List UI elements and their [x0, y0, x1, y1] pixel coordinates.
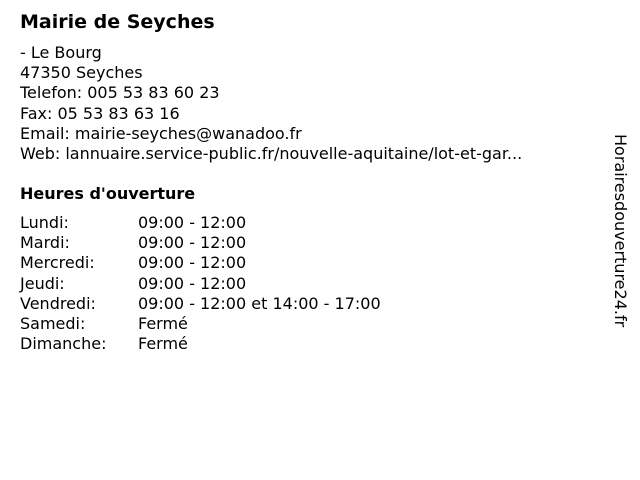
day-label: Samedi:: [20, 313, 86, 333]
day-label: Vendredi:: [20, 293, 96, 313]
hours-row-saturday: [20, 314, 381, 334]
day-label: Dimanche:: [20, 334, 107, 354]
hours-row-sunday: [20, 334, 381, 354]
day-hours: 09:00 - 12:00 et 14:00 - 17:00: [138, 293, 381, 313]
site-watermark: Horairesdouverture24.fr: [611, 134, 630, 328]
day-label: Lundi:: [20, 213, 69, 232]
address-block: [20, 43, 522, 164]
day-hours: 09:00 - 12:00: [138, 253, 247, 273]
phone-text: Telefon: 005 53 83 60 23: [20, 83, 220, 103]
email-text: Email: mairie-seyches@wanadoo.fr: [20, 123, 302, 143]
day-hours: Fermé: [138, 313, 188, 333]
fax-text: Fax: 05 53 83 63 16: [20, 103, 180, 123]
hours-row-friday: [20, 294, 381, 314]
day-hours: 09:00 - 12:00: [138, 273, 247, 293]
address-street: - Le Bourg: [20, 43, 102, 62]
web-text: Web: lannuaire.service-public.fr/nouvelle-aquitaine/lot-et-gar...: [20, 144, 523, 164]
page-title: Mairie de Seyches: [20, 11, 215, 33]
day-label: Mercredi:: [20, 253, 95, 273]
day-label: Jeudi:: [20, 273, 65, 293]
hours-row-thursday: [20, 274, 381, 294]
hours-row-monday: [20, 213, 381, 233]
day-hours: Fermé: [138, 334, 188, 354]
day-label: Mardi:: [20, 233, 70, 253]
hours-row-wednesday: [20, 253, 381, 273]
hours-heading: Heures d'ouverture: [20, 184, 196, 203]
hours-table: [20, 213, 381, 354]
hours-row-tuesday: [20, 233, 381, 253]
day-hours: 09:00 - 12:00: [138, 213, 247, 232]
address-city: 47350 Seyches: [20, 63, 143, 83]
day-hours: 09:00 - 12:00: [138, 233, 247, 253]
